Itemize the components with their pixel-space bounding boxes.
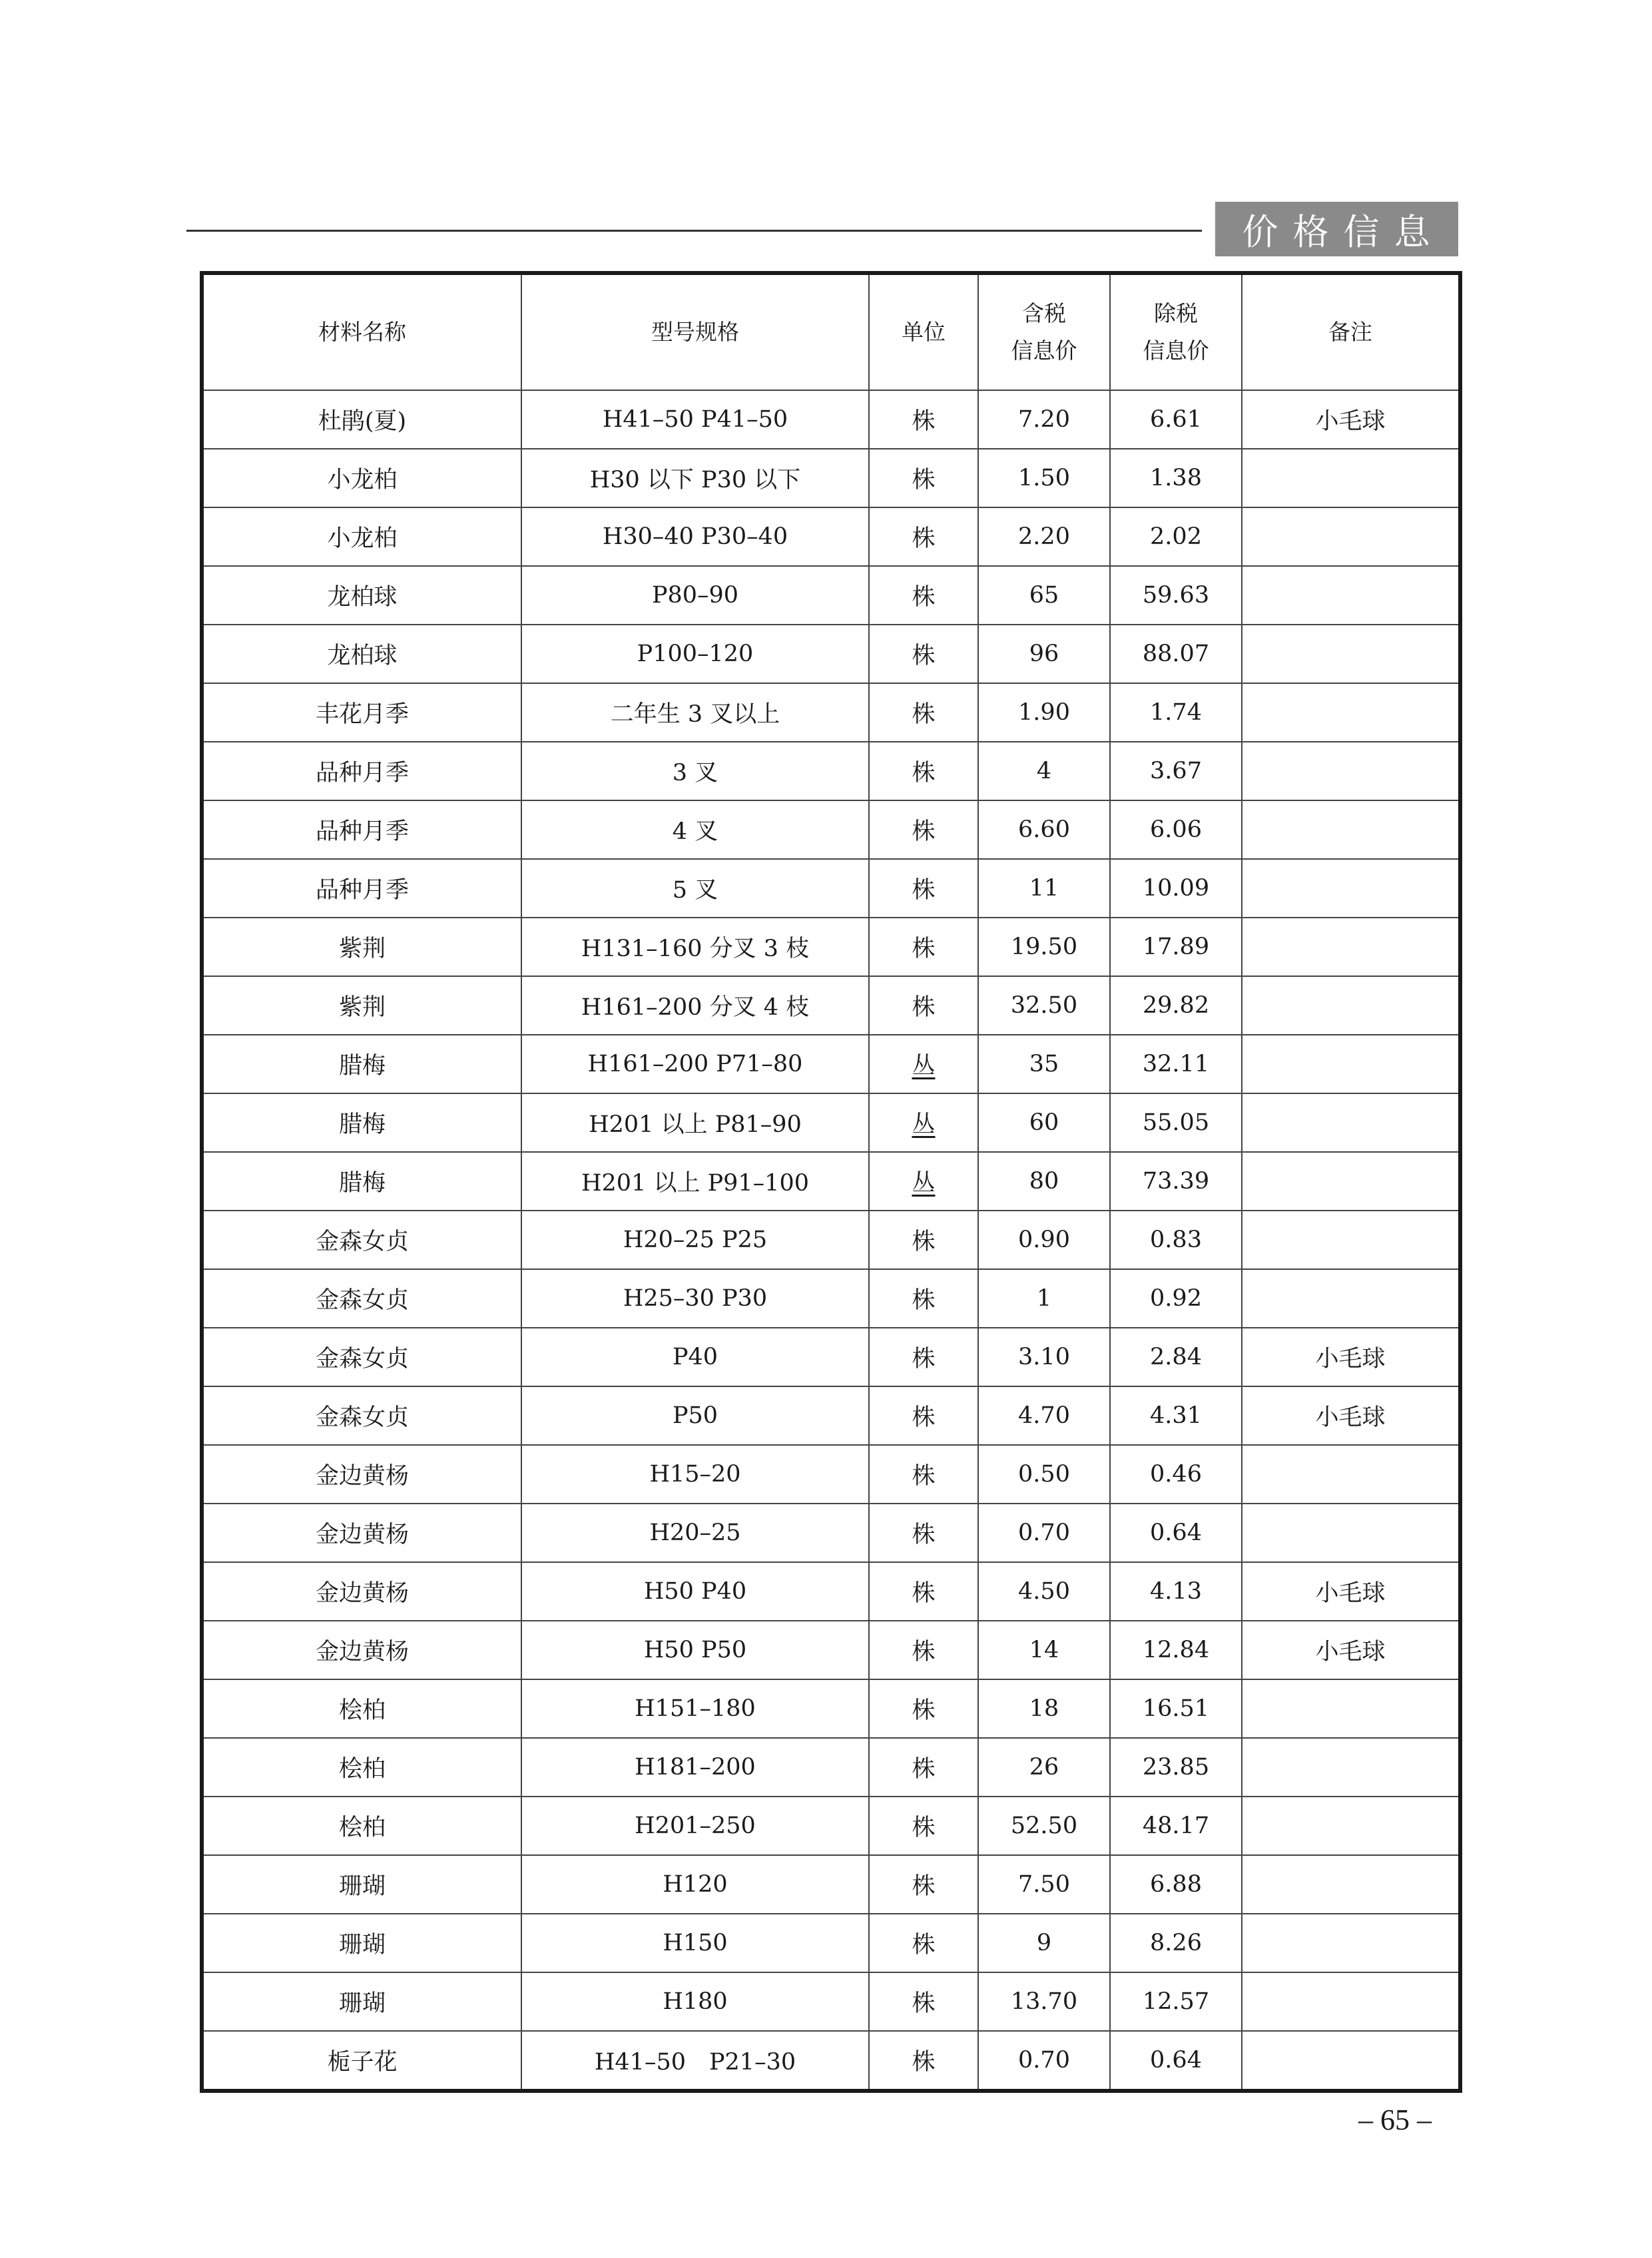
cell-material-name: 金边黄杨 [202, 1562, 521, 1621]
cell-price-without-tax: 48.17 [1110, 1797, 1242, 1855]
cell-remark [1242, 1152, 1460, 1211]
cell-unit: 株 [869, 1269, 978, 1328]
cell-remark: 小毛球 [1242, 390, 1460, 449]
cell-material-name: 龙柏球 [202, 566, 521, 625]
cell-price-with-tax: 0.70 [978, 2031, 1110, 2091]
table-row [202, 1093, 1460, 1152]
cell-spec: H30–40 P30–40 [521, 507, 869, 566]
table-row [202, 859, 1460, 918]
cell-price-with-tax: 60 [978, 1093, 1110, 1152]
cell-material-name: 龙柏球 [202, 625, 521, 683]
cell-remark [1242, 918, 1460, 976]
cell-price-without-tax: 17.89 [1110, 918, 1242, 976]
cell-price-without-tax: 6.88 [1110, 1855, 1242, 1914]
cell-unit: 株 [869, 976, 978, 1035]
cell-price-with-tax: 1.50 [978, 449, 1110, 507]
cell-spec: P40 [521, 1328, 869, 1386]
cell-unit: 株 [869, 1445, 978, 1504]
cell-price-without-tax: 3.67 [1110, 742, 1242, 800]
cell-remark: 小毛球 [1242, 1621, 1460, 1679]
cell-material-name: 栀子花 [202, 2031, 521, 2091]
cell-price-without-tax: 12.84 [1110, 1621, 1242, 1679]
table-row [202, 1855, 1460, 1914]
cell-material-name: 桧柏 [202, 1797, 521, 1855]
header-price-without-tax-line1: 除税 [1154, 300, 1198, 326]
cell-price-with-tax: 4.70 [978, 1386, 1110, 1445]
cell-material-name: 杜鹃(夏) [202, 390, 521, 449]
cell-price-with-tax: 4.50 [978, 1562, 1110, 1621]
table-row [202, 800, 1460, 859]
cell-price-with-tax: 52.50 [978, 1797, 1110, 1855]
cell-unit: 株 [869, 1738, 978, 1797]
cell-spec: H201 以上 P81–90 [521, 1093, 869, 1152]
cell-price-with-tax: 3.10 [978, 1328, 1110, 1386]
table-row [202, 1504, 1460, 1562]
cell-remark [1242, 1738, 1460, 1797]
cell-price-with-tax: 35 [978, 1035, 1110, 1093]
cell-unit: 株 [869, 1386, 978, 1445]
cell-price-with-tax: 0.90 [978, 1211, 1110, 1269]
table-row [202, 566, 1460, 625]
cell-material-name: 丰花月季 [202, 683, 521, 742]
cell-material-name: 品种月季 [202, 800, 521, 859]
price-table [200, 271, 1462, 2093]
cell-price-without-tax: 29.82 [1110, 976, 1242, 1035]
cell-unit: 丛 [869, 1152, 978, 1211]
section-title: 价格信息 [1215, 202, 1458, 256]
cell-material-name: 品种月季 [202, 859, 521, 918]
table-row [202, 918, 1460, 976]
cell-remark [1242, 1269, 1460, 1328]
cell-unit: 株 [869, 859, 978, 918]
cell-price-with-tax: 0.70 [978, 1504, 1110, 1562]
table-row [202, 1972, 1460, 2031]
cell-remark [1242, 1211, 1460, 1269]
header-price-with-tax-line1: 含税 [1022, 300, 1066, 326]
cell-unit: 丛 [869, 1035, 978, 1093]
cell-price-without-tax: 1.38 [1110, 449, 1242, 507]
cell-spec: H50 P50 [521, 1621, 869, 1679]
cell-material-name: 金森女贞 [202, 1211, 521, 1269]
table-row [202, 1621, 1460, 1679]
cell-spec: H201 以上 P91–100 [521, 1152, 869, 1211]
cell-remark [1242, 1797, 1460, 1855]
cell-price-without-tax: 0.92 [1110, 1269, 1242, 1328]
cell-spec: H150 [521, 1914, 869, 1972]
cell-price-without-tax: 0.46 [1110, 1445, 1242, 1504]
table-row [202, 683, 1460, 742]
cell-unit: 株 [869, 1797, 978, 1855]
cell-price-without-tax: 2.02 [1110, 507, 1242, 566]
cell-spec: H20–25 P25 [521, 1211, 869, 1269]
header-price-without-tax [1110, 273, 1242, 390]
cell-price-without-tax: 55.05 [1110, 1093, 1242, 1152]
table-row [202, 1211, 1460, 1269]
table-row [202, 1328, 1460, 1386]
cell-material-name: 金森女贞 [202, 1386, 521, 1445]
cell-remark [1242, 1035, 1460, 1093]
cell-material-name: 腊梅 [202, 1152, 521, 1211]
cell-remark [1242, 1445, 1460, 1504]
cell-remark [1242, 566, 1460, 625]
cell-remark: 小毛球 [1242, 1562, 1460, 1621]
cell-remark [1242, 742, 1460, 800]
cell-material-name: 金森女贞 [202, 1269, 521, 1328]
cell-price-with-tax: 96 [978, 625, 1110, 683]
cell-spec: 二年生 3 叉以上 [521, 683, 869, 742]
cell-remark: 小毛球 [1242, 1328, 1460, 1386]
cell-remark [1242, 507, 1460, 566]
cell-spec: H181–200 [521, 1738, 869, 1797]
cell-unit: 株 [869, 1504, 978, 1562]
cell-price-without-tax: 12.57 [1110, 1972, 1242, 2031]
cell-unit: 株 [869, 625, 978, 683]
cell-unit: 株 [869, 683, 978, 742]
cell-spec: H41–50 P41–50 [521, 390, 869, 449]
cell-unit: 株 [869, 800, 978, 859]
cell-spec: 3 叉 [521, 742, 869, 800]
header-unit: 单位 [869, 273, 978, 390]
table-row [202, 1386, 1460, 1445]
cell-spec: H131–160 分叉 3 枝 [521, 918, 869, 976]
table-row [202, 1562, 1460, 1621]
cell-spec: H50 P40 [521, 1562, 869, 1621]
cell-price-with-tax: 13.70 [978, 1972, 1110, 2031]
cell-price-with-tax: 14 [978, 1621, 1110, 1679]
cell-material-name: 小龙柏 [202, 449, 521, 507]
cell-price-with-tax: 19.50 [978, 918, 1110, 976]
cell-price-without-tax: 4.13 [1110, 1562, 1242, 1621]
table-row [202, 1035, 1460, 1093]
cell-price-without-tax: 88.07 [1110, 625, 1242, 683]
cell-material-name: 腊梅 [202, 1093, 521, 1152]
cell-price-with-tax: 80 [978, 1152, 1110, 1211]
cell-price-with-tax: 26 [978, 1738, 1110, 1797]
cell-spec: H20–25 [521, 1504, 869, 1562]
cell-spec: H15–20 [521, 1445, 869, 1504]
table-row [202, 1152, 1460, 1211]
cell-remark [1242, 683, 1460, 742]
table-row [202, 1679, 1460, 1738]
cell-spec: P50 [521, 1386, 869, 1445]
cell-material-name: 珊瑚 [202, 1855, 521, 1914]
cell-unit: 株 [869, 1972, 978, 2031]
cell-price-without-tax: 10.09 [1110, 859, 1242, 918]
cell-remark [1242, 976, 1460, 1035]
cell-price-without-tax: 0.64 [1110, 2031, 1242, 2091]
cell-price-with-tax: 2.20 [978, 507, 1110, 566]
cell-remark [1242, 1855, 1460, 1914]
cell-remark [1242, 800, 1460, 859]
cell-material-name: 紫荆 [202, 976, 521, 1035]
cell-spec: P100–120 [521, 625, 869, 683]
table-row [202, 625, 1460, 683]
cell-material-name: 珊瑚 [202, 1972, 521, 2031]
cell-remark [1242, 1504, 1460, 1562]
header-price-without-tax-line2: 信息价 [1143, 338, 1209, 364]
cell-price-with-tax: 65 [978, 566, 1110, 625]
cell-unit: 株 [869, 2031, 978, 2091]
cell-price-without-tax: 6.61 [1110, 390, 1242, 449]
cell-price-with-tax: 7.20 [978, 390, 1110, 449]
cell-spec: H180 [521, 1972, 869, 2031]
cell-unit: 株 [869, 742, 978, 800]
cell-remark [1242, 1679, 1460, 1738]
cell-unit: 株 [869, 1914, 978, 1972]
cell-material-name: 小龙柏 [202, 507, 521, 566]
cell-unit: 株 [869, 1211, 978, 1269]
header-remark: 备注 [1242, 273, 1460, 390]
cell-material-name: 腊梅 [202, 1035, 521, 1093]
cell-price-with-tax: 7.50 [978, 1855, 1110, 1914]
cell-material-name: 品种月季 [202, 742, 521, 800]
cell-remark [1242, 1914, 1460, 1972]
table-row [202, 1269, 1460, 1328]
cell-unit: 株 [869, 1855, 978, 1914]
cell-price-without-tax: 8.26 [1110, 1914, 1242, 1972]
cell-spec: H120 [521, 1855, 869, 1914]
cell-price-with-tax: 9 [978, 1914, 1110, 1972]
cell-material-name: 桧柏 [202, 1738, 521, 1797]
cell-unit: 株 [869, 507, 978, 566]
table-row [202, 1914, 1460, 1972]
table-header-row [202, 273, 1460, 390]
cell-price-without-tax: 1.74 [1110, 683, 1242, 742]
table-row [202, 1445, 1460, 1504]
table-row [202, 1738, 1460, 1797]
table-row [202, 2031, 1460, 2091]
cell-material-name: 金边黄杨 [202, 1445, 521, 1504]
table-row [202, 449, 1460, 507]
cell-material-name: 紫荆 [202, 918, 521, 976]
cell-remark: 小毛球 [1242, 1386, 1460, 1445]
cell-price-without-tax: 73.39 [1110, 1152, 1242, 1211]
cell-price-without-tax: 0.64 [1110, 1504, 1242, 1562]
cell-unit: 株 [869, 449, 978, 507]
header-price-with-tax [978, 273, 1110, 390]
cell-price-with-tax: 11 [978, 859, 1110, 918]
cell-spec: H25–30 P30 [521, 1269, 869, 1328]
header-price-with-tax-line2: 信息价 [1011, 338, 1077, 364]
cell-spec: H41–50 P21–30 [521, 2031, 869, 2091]
cell-price-with-tax: 18 [978, 1679, 1110, 1738]
cell-unit: 株 [869, 1562, 978, 1621]
cell-material-name: 金边黄杨 [202, 1621, 521, 1679]
cell-price-with-tax: 1.90 [978, 683, 1110, 742]
cell-material-name: 桧柏 [202, 1679, 521, 1738]
header-spec: 型号规格 [521, 273, 869, 390]
table-body [202, 390, 1460, 2091]
cell-price-without-tax: 0.83 [1110, 1211, 1242, 1269]
cell-material-name: 珊瑚 [202, 1914, 521, 1972]
cell-price-with-tax: 32.50 [978, 976, 1110, 1035]
table-row [202, 507, 1460, 566]
cell-spec: H30 以下 P30 以下 [521, 449, 869, 507]
header-material-name: 材料名称 [202, 273, 521, 390]
cell-remark [1242, 2031, 1460, 2091]
cell-unit: 丛 [869, 1093, 978, 1152]
cell-unit: 株 [869, 1621, 978, 1679]
cell-price-without-tax: 32.11 [1110, 1035, 1242, 1093]
cell-remark [1242, 1093, 1460, 1152]
cell-unit: 株 [869, 390, 978, 449]
header-rule [186, 230, 1202, 232]
cell-price-without-tax: 16.51 [1110, 1679, 1242, 1738]
cell-spec: 5 叉 [521, 859, 869, 918]
table-row [202, 976, 1460, 1035]
cell-unit: 株 [869, 918, 978, 976]
cell-price-without-tax: 2.84 [1110, 1328, 1242, 1386]
table-row [202, 1797, 1460, 1855]
cell-spec: 4 叉 [521, 800, 869, 859]
cell-price-without-tax: 59.63 [1110, 566, 1242, 625]
cell-unit: 株 [869, 1679, 978, 1738]
cell-spec: P80–90 [521, 566, 869, 625]
cell-remark [1242, 625, 1460, 683]
cell-material-name: 金边黄杨 [202, 1504, 521, 1562]
cell-price-without-tax: 6.06 [1110, 800, 1242, 859]
cell-unit: 株 [869, 1328, 978, 1386]
cell-price-with-tax: 1 [978, 1269, 1110, 1328]
cell-remark [1242, 1972, 1460, 2031]
cell-spec: H151–180 [521, 1679, 869, 1738]
cell-price-with-tax: 4 [978, 742, 1110, 800]
cell-spec: H161–200 分叉 4 枝 [521, 976, 869, 1035]
cell-price-with-tax: 0.50 [978, 1445, 1110, 1504]
cell-spec: H201–250 [521, 1797, 869, 1855]
cell-remark [1242, 859, 1460, 918]
cell-material-name: 金森女贞 [202, 1328, 521, 1386]
table-row [202, 742, 1460, 800]
cell-price-without-tax: 4.31 [1110, 1386, 1242, 1445]
cell-price-without-tax: 23.85 [1110, 1738, 1242, 1797]
page-number: – 65 – [1358, 2104, 1432, 2136]
cell-price-with-tax: 6.60 [978, 800, 1110, 859]
cell-remark [1242, 449, 1460, 507]
cell-unit: 株 [869, 566, 978, 625]
table-row [202, 390, 1460, 449]
cell-spec: H161–200 P71–80 [521, 1035, 869, 1093]
